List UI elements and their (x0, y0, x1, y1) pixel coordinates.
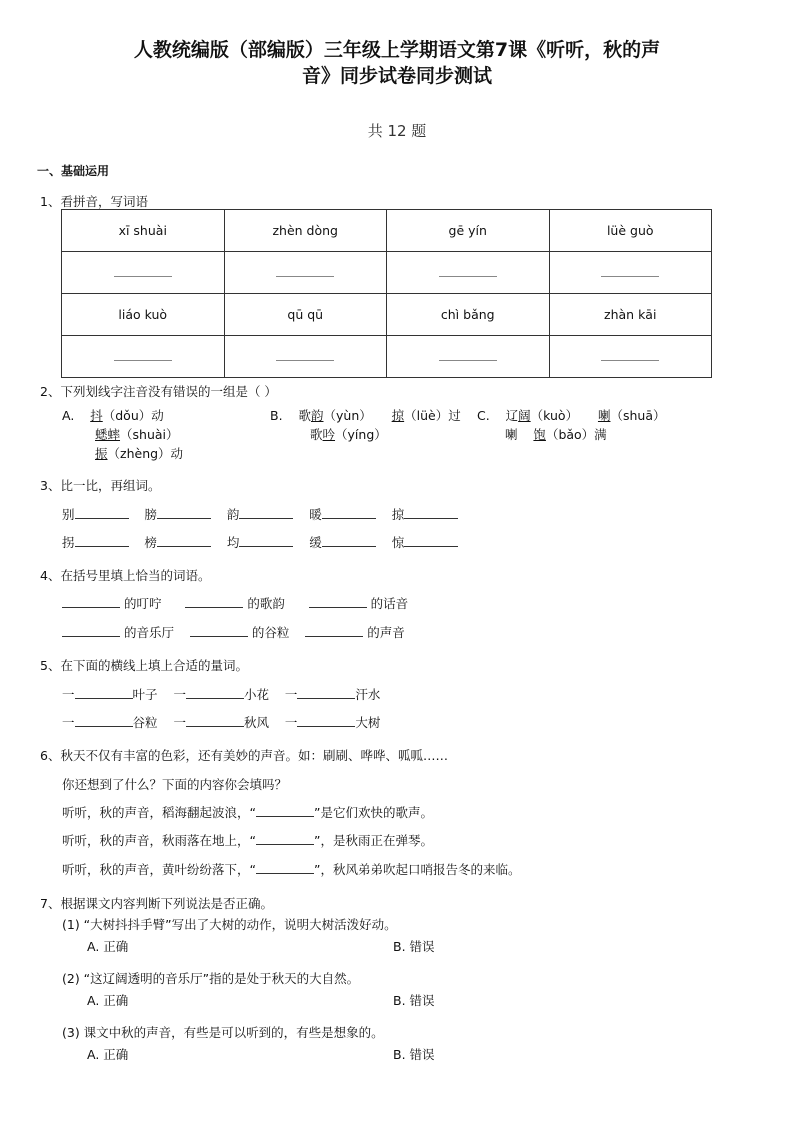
option-text: 辽 (505, 408, 519, 423)
q6-line2 (62, 804, 433, 822)
table-row (62, 252, 712, 294)
answer-blank[interactable] (305, 624, 363, 637)
q2-option-c-line2 (505, 426, 607, 444)
option-text: （bǎo）满 (545, 427, 607, 442)
table-row (62, 336, 712, 378)
answer-blank[interactable] (239, 534, 293, 547)
pinyin-cell: zhàn kāi (549, 294, 712, 336)
question-count: 共 12 题 (367, 122, 427, 140)
underlined-char: 阔 (518, 408, 531, 423)
q6-line4 (62, 861, 520, 879)
pinyin-cell: liáo kuò (62, 294, 225, 336)
answer-blank[interactable] (186, 686, 244, 699)
q3-label: 3、比一比，再组词。 (40, 478, 161, 493)
answer-blank[interactable] (322, 534, 376, 547)
q7-2-option-b[interactable]: B. 错误 (393, 993, 435, 1008)
answer-cell[interactable] (549, 336, 712, 378)
answer-blank[interactable] (322, 506, 376, 519)
fill-text: 一 (62, 687, 75, 702)
fill-text: 小花 (243, 687, 269, 702)
page-title-line1: 人教统编版（部编版）三年级上学期语文第7课《听听，秋的声 (133, 39, 661, 61)
pinyin-cell: lüè guò (549, 210, 712, 252)
answer-blank[interactable] (157, 534, 211, 547)
compare-char: 惊 (391, 535, 405, 550)
answer-cell[interactable] (387, 252, 550, 294)
q3-row2 (62, 534, 458, 552)
q7-3-option-a[interactable]: A. 正确 (87, 1047, 129, 1062)
answer-blank[interactable] (62, 595, 120, 608)
underlined-char: 蟋蟀 (95, 427, 121, 442)
q5-row2 (62, 714, 380, 732)
compare-char: 缓 (309, 535, 322, 550)
fill-text: 的歌韵 (247, 596, 285, 611)
answer-cell[interactable] (387, 336, 550, 378)
answer-blank[interactable] (75, 686, 133, 699)
answer-blank[interactable] (75, 714, 133, 727)
q6-label: 6、秋天不仅有丰富的色彩，还有美妙的声音。如：刷刷、哗哗、呱呱…… (40, 748, 448, 763)
answer-blank[interactable] (404, 506, 458, 519)
pinyin-cell: xī shuài (62, 210, 225, 252)
underlined-char: 吟 (322, 427, 336, 442)
q7-1-option-b[interactable]: B. 错误 (393, 939, 435, 954)
fill-text: 听听，秋的声音，稻海翻起波浪，“ (62, 805, 256, 820)
underlined-char: 韵 (310, 408, 324, 423)
fill-text: 听听，秋的声音，秋雨落在地上，“ (62, 833, 256, 848)
q6-line3 (62, 832, 433, 850)
pinyin-table (61, 209, 712, 378)
fill-text: ”，秋风弟弟吹起口哨报告冬的来临。 (313, 862, 521, 877)
answer-blank[interactable] (309, 595, 367, 608)
fill-text: ”是它们欢快的歌声。 (313, 805, 433, 820)
q2-option-c[interactable] (477, 407, 666, 425)
option-text: （dǒu）动 (102, 408, 164, 423)
option-text: （kuò） (530, 408, 579, 423)
option-text: （shuài） (120, 427, 179, 442)
fill-text: 叶子 (132, 687, 158, 702)
option-text: （lüè）过 (404, 408, 461, 423)
compare-char: 膀 (144, 507, 157, 522)
q6-line1: 你还想到了什么？下面的内容你会填吗？ (62, 777, 288, 792)
q2-option-a-line2 (95, 426, 179, 444)
fill-text: 的谷粒 (251, 625, 290, 640)
compare-char: 韵 (226, 507, 240, 522)
fill-text: 一 (173, 715, 186, 730)
q2-label: 2、下列划线字注音没有错误的一组是（ ） (40, 384, 277, 399)
answer-blank[interactable] (256, 832, 314, 845)
fill-text: 大树 (355, 715, 381, 730)
page-title-line2: 音》同步试卷同步测试 (301, 65, 492, 87)
answer-cell[interactable] (224, 252, 387, 294)
q2-option-b-line2 (310, 426, 387, 444)
pinyin-cell: qū qū (224, 294, 387, 336)
pinyin-cell: gē yín (387, 210, 550, 252)
compare-char: 暖 (309, 507, 322, 522)
fill-text: 的叮咛 (123, 596, 162, 611)
option-letter: C. (477, 408, 490, 423)
option-letter: A. (62, 408, 75, 423)
fill-text: ”，是秋雨正在弹琴。 (313, 833, 433, 848)
fill-text: 汗水 (355, 687, 381, 702)
fill-text: 一 (284, 687, 298, 702)
answer-cell[interactable] (62, 252, 225, 294)
q7-3-option-b[interactable]: B. 错误 (393, 1047, 435, 1062)
pinyin-cell: chì bǎng (387, 294, 550, 336)
answer-cell[interactable] (62, 336, 225, 378)
answer-blank[interactable] (256, 861, 314, 874)
answer-blank[interactable] (75, 506, 129, 519)
answer-blank[interactable] (75, 534, 129, 547)
section-heading: 一、基础运用 (37, 164, 110, 178)
answer-blank[interactable] (297, 686, 355, 699)
compare-char: 榜 (144, 535, 157, 550)
fill-text: 一 (173, 687, 186, 702)
option-text: 歌 (298, 408, 311, 423)
answer-cell[interactable] (224, 336, 387, 378)
fill-text: 秋风 (243, 715, 269, 730)
fill-text: 一 (62, 715, 75, 730)
fill-text: 的音乐厅 (123, 625, 174, 640)
q7-1-option-a[interactable]: A. 正确 (87, 939, 129, 954)
table-row (62, 294, 712, 336)
q7-statement-1: (1) “大树抖抖手臂”写出了大树的动作，说明大树活泼好动。 (62, 917, 397, 932)
option-text: （yùn） (323, 408, 372, 423)
fill-text: 听听，秋的声音，黄叶纷纷落下，“ (62, 862, 256, 877)
option-text: （yíng） (335, 427, 387, 442)
q1-label: 1、看拼音，写词语 (40, 194, 148, 209)
compare-char: 掠 (391, 507, 405, 522)
answer-blank[interactable] (190, 624, 248, 637)
q4-row1 (62, 595, 408, 613)
q7-label: 7、根据课文内容判断下列说法是否正确。 (40, 896, 273, 911)
answer-blank[interactable] (404, 534, 458, 547)
q2-option-a[interactable] (62, 407, 164, 425)
fill-text: 的话音 (370, 596, 409, 611)
table-row (62, 210, 712, 252)
compare-char: 别 (62, 507, 75, 522)
answer-blank[interactable] (256, 804, 314, 817)
q3-row1 (62, 506, 458, 524)
answer-blank[interactable] (186, 714, 244, 727)
pinyin-cell: zhèn dòng (224, 210, 387, 252)
answer-blank[interactable] (62, 624, 120, 637)
fill-text: 一 (284, 715, 298, 730)
q5-label: 5、在下面的横线上填上合适的量词。 (40, 658, 248, 673)
fill-text: 谷粒 (132, 715, 158, 730)
answer-blank[interactable] (157, 506, 211, 519)
underlined-char: 饱 (533, 427, 546, 442)
underlined-char: 掠 (391, 408, 405, 423)
option-text: （shuā） (610, 408, 666, 423)
q4-label: 4、在括号里填上恰当的词语。 (40, 568, 211, 583)
answer-blank[interactable] (239, 506, 293, 519)
q5-row1 (62, 686, 380, 704)
underlined-char: 抖 (90, 408, 103, 423)
underlined-char: 振 (95, 446, 108, 461)
option-letter: B. (270, 408, 283, 423)
q7-2-option-a[interactable]: A. 正确 (87, 993, 129, 1008)
underlined-char: 喇 (597, 408, 611, 423)
compare-char: 拐 (62, 535, 75, 550)
q7-statement-3: (3) 课文中秋的声音，有些是可以听到的，有些是想象的。 (62, 1025, 384, 1040)
q7-statement-2: (2) “这辽阔透明的音乐厅”指的是处于秋天的大自然。 (62, 971, 360, 986)
option-text: （zhèng）动 (107, 446, 184, 461)
fill-text: 的声音 (367, 625, 405, 640)
answer-blank[interactable] (185, 595, 243, 608)
q2-option-a-line3 (95, 445, 183, 463)
q4-row2 (62, 624, 405, 642)
option-text: 歌 (310, 427, 323, 442)
q2-option-b[interactable] (270, 407, 461, 425)
answer-cell[interactable] (549, 252, 712, 294)
compare-char: 均 (226, 535, 240, 550)
answer-blank[interactable] (297, 714, 355, 727)
option-text: 喇 (505, 427, 518, 442)
